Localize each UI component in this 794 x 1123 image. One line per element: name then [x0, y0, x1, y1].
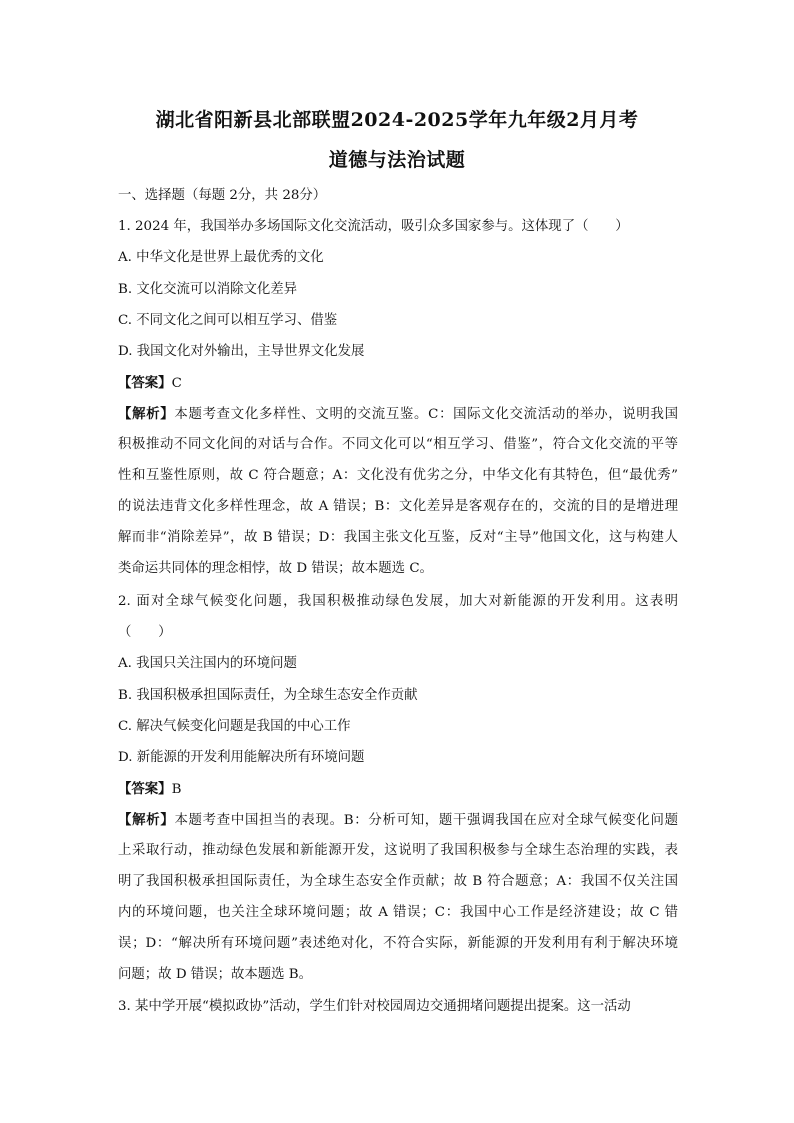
question-1-option-d: D. 我国文化对外输出，主导世界文化发展	[118, 344, 365, 359]
question-2-analysis-line: 内的环境问题，也关注全球环境问题；故 A 错误；C：我国中心工作是经济建设；故 C 错	[118, 905, 678, 920]
question-2-answer	[118, 779, 678, 800]
question-2-analysis-line: 上采取行动，推动绿色发展和新能源开发，这说明了我国积极参与全球生态治理的实践，表	[118, 843, 678, 858]
question-1-stem: 1. 2024 年，我国举办多场国际文化交流活动，吸引众多国家参与。这体现了（ ）	[118, 219, 629, 234]
answer-label: 【答案】	[118, 375, 172, 391]
analysis-label: 【解析】	[118, 406, 175, 422]
analysis-label: 【解析】	[118, 812, 175, 828]
question-2-option-c: C. 解决气候变化问题是我国的中心工作	[118, 719, 351, 734]
question-1-option-c: C. 不同文化之间可以相互学习、借鉴	[118, 313, 338, 328]
document-title: 湖北省阳新县北部联盟2024-2025学年九年级2月月考	[155, 109, 639, 131]
question-2-stem-bracket: （ ）	[118, 625, 172, 640]
question-3-stem: 3. 某中学开展“模拟政协”活动，学生们针对校园周边交通拥堵问题提出提案。这一活动	[118, 999, 631, 1014]
analysis-text: 本题考查文化多样性、文明的交流互鉴。C：国际文化交流活动的举办，说明我国	[174, 407, 678, 422]
analysis-text: 本题考查中国担当的表现。B：分析可知，题干强调我国在应对全球气候变化问题	[174, 813, 679, 828]
question-2-stem: 2. 面对全球气候变化问题，我国积极推动绿色发展，加大对新能源的开发利用。这表明	[118, 594, 678, 609]
section-heading: 一、选择题（每题 2分，共 28分）	[118, 188, 327, 203]
question-1-analysis-line: 解而非“消除差异”，故 B 错误；D：我国主张文化互鉴，反对“主导”他国文化，这与构建人	[118, 530, 678, 545]
document-subtitle: 道德与法治试题	[328, 149, 466, 171]
question-1-option-b: B. 文化交流可以消除文化差异	[118, 282, 298, 297]
answer-value: C	[171, 376, 182, 391]
question-2-analysis-line: 误；D：“解决所有环境问题”表述绝对化，不符合实际，新能源的开发利用有利于解决环境	[118, 936, 678, 951]
question-2-analysis-line	[118, 810, 678, 831]
question-2-option-d: D. 新能源的开发利用能解决所有环境问题	[118, 750, 365, 765]
question-1-option-a: A. 中华文化是世界上最优秀的文化	[118, 250, 324, 265]
question-1-analysis-line: 性和互鉴性原则，故 C 符合题意；A：文化没有优劣之分，中华文化有其特色，但“最优秀”	[118, 468, 678, 483]
question-2-option-b: B. 我国积极承担国际责任，为全球生态安全作贡献	[118, 688, 418, 703]
question-2-analysis-line: 明了我国积极承担国际责任，为全球生态安全作贡献；故 B 符合题意；A：我国不仅关注国	[118, 874, 678, 889]
question-1-analysis-line	[118, 404, 678, 425]
question-2-analysis-line: 问题；故 D 错误；故本题选 B。	[118, 967, 313, 982]
question-1-analysis-line: 积极推动不同文化间的对话与合作。不同文化可以“相互学习、借鉴”，符合文化交流的平等	[118, 437, 678, 452]
question-1-analysis-line: 的说法违背文化多样性理念，故 A 错误；B：文化差异是客观存在的，交流的目的是增进理	[118, 499, 678, 514]
answer-label: 【答案】	[118, 781, 172, 797]
question-2-option-a: A. 我国只关注国内的环境问题	[118, 656, 297, 671]
question-1-answer	[118, 373, 678, 394]
answer-value: B	[171, 782, 182, 797]
question-1-analysis-line: 类命运共同体的理念相悖，故 D 错误；故本题选 C。	[118, 561, 433, 576]
